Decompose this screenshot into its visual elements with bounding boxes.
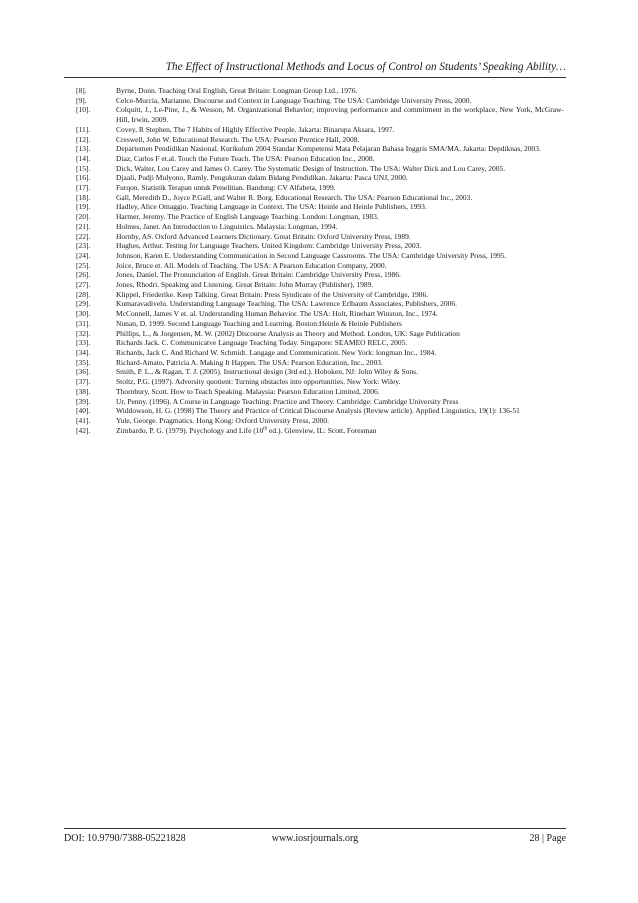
reference-number: [39].: [76, 396, 91, 406]
reference-text: Widdowson, H. G. (1998) The Theory and Practice of Critical Discourse Analysis (Review article). Applied Linguistics, 19(1): 136-51: [116, 406, 520, 416]
reference-item: [76, 202, 564, 212]
reference-item: [76, 105, 564, 124]
reference-number: [37].: [76, 377, 91, 387]
reference-number: [29].: [76, 299, 91, 309]
reference-text: Byrne, Donn. Teaching Oral English, Great Britain: Longman Group Ltd., 1976.: [116, 86, 358, 95]
reference-number: [16].: [76, 173, 91, 183]
reference-number: [34].: [76, 347, 91, 357]
reference-item: [76, 154, 564, 164]
reference-item: [76, 309, 564, 319]
reference-item: [76, 96, 564, 106]
reference-item: [76, 222, 564, 232]
reference-text: Djaali, Pudji Mulyono, Ramly. Pengukuran dalam Bidang Pendidikan. Jakarta: Pasca UNJ, 2000.: [116, 173, 408, 183]
reference-number: [22].: [76, 231, 91, 241]
reference-text: Dick, Walter, Lou Carey and James O. Carey. The Systematic Design of Instruction. The USA: Walter Dick and Lou Carey, 2005.: [116, 163, 506, 173]
reference-text: Joice, Bruce et. All. Models of Teaching. The USA: A Pearson Education Company, 2000.: [116, 260, 387, 270]
reference-number: [33].: [76, 338, 91, 348]
reference-item: [76, 193, 564, 203]
reference-text: Smith, P. L., & Ragan, T. J. (2005). Instructional design (3rd ed.). Hoboken, NJ: John Wiley & Sons.: [116, 367, 418, 377]
reference-number: [26].: [76, 270, 91, 280]
reference-item: [76, 144, 564, 154]
footer-divider: [64, 828, 566, 829]
reference-number: [18].: [76, 192, 91, 202]
reference-number: [20].: [76, 212, 91, 222]
reference-number: [9].: [76, 95, 87, 105]
reference-item: [76, 290, 564, 300]
reference-number: [35].: [76, 357, 91, 367]
reference-item: [76, 416, 564, 426]
reference-text: Holmes, Janet. An Introduction to Linguistics. Malaysia: Longman, 1994.: [116, 221, 338, 231]
reference-text: Richards, Jack C. And Richard W. Schmidt. Langage and Communication. New York: longman Inc., 1984.: [116, 347, 437, 357]
reference-text: Gall, Meredith D., Joyce P.Gall, and Walter R. Borg. Educational Research. The USA: Pearson Educational Inc., 2003.: [116, 192, 473, 202]
reference-number: [17].: [76, 183, 91, 193]
reference-item: [76, 232, 564, 242]
reference-number: [23].: [76, 241, 91, 251]
reference-item: [76, 212, 564, 222]
reference-text: Kumaravadivelu. Understanding Language Teaching. The USA: Lawrence Erlbaum Associates, Publishers, 2006.: [116, 299, 457, 309]
reference-text: Klippel, Friederike. Keep Talking. Great Britain: Press Syndicate of the University of Cambridge, 1986.: [116, 289, 429, 299]
reference-item: [76, 367, 564, 377]
reference-item: [76, 173, 564, 183]
reference-number: [10].: [76, 105, 91, 115]
reference-text: Colquitt, J., Le-Pine, J., & Wesson, M. Organizational Behavior; improving performance and commitment in the workplace, New York, McGraw-Hill, Irwin, 2009.: [116, 105, 564, 125]
reference-number: [36].: [76, 367, 91, 377]
superscript: th: [263, 426, 268, 432]
header-divider: [64, 77, 566, 78]
reference-item: [76, 406, 564, 416]
reference-number: [27].: [76, 280, 91, 290]
reference-item: [76, 329, 564, 339]
reference-item: [76, 125, 564, 135]
doi-text: DOI: 10.9790/7388-05221828: [64, 833, 186, 844]
reference-number: [42].: [76, 425, 91, 435]
reference-text: Yule, George. Pragmatics. Hong Kong: Oxford University Press, 2000.: [116, 415, 329, 425]
reference-text: Nunan, D. 1999. Second Language Teaching and Learning. Boston:Heinle & Heinle Publishers: [116, 318, 402, 328]
reference-item: [76, 86, 564, 96]
reference-number: [19].: [76, 202, 91, 212]
reference-number: [8].: [76, 86, 87, 95]
reference-text: Johnson, Karen E. Understanding Communication in Second Language Cassrooms. The USA: Cambridge University Press, 1995.: [116, 250, 507, 260]
reference-number: [41].: [76, 415, 91, 425]
reference-item: [76, 164, 564, 174]
reference-text-part: ed.). Glenview, IL: Scott, Foresman: [267, 425, 377, 435]
reference-number: [40].: [76, 406, 91, 416]
reference-text: Richards Jack. C. Communicatve Language Teaching Today. Singapore: SEAMEO RELC, 2005.: [116, 338, 408, 348]
reference-item: [76, 319, 564, 329]
reference-item: [76, 387, 564, 397]
reference-number: [31].: [76, 318, 91, 328]
reference-item: [76, 377, 564, 387]
reference-text: Departemen Pendidikan Nasional. Kurikulum 2004 Standar Kompetensi Mata Pelajaran Bahasa Inggris SMA/MA. Jakarta: Depdiknas, 2003.: [116, 144, 541, 154]
reference-number: [28].: [76, 289, 91, 299]
reference-text: Covey, R Stephen, The 7 Habits of Highly Effective People. Jakarta: Binarupa Aksara, 1997.: [116, 124, 395, 134]
reference-item-42: [76, 426, 564, 436]
reference-text: Furqon. Statistik Terapan untuk Penelitian. Bandung: CV Alfabeta, 1999.: [116, 183, 336, 193]
reference-number: [11].: [76, 124, 91, 134]
reference-list: [76, 86, 564, 435]
reference-number: [30].: [76, 309, 91, 319]
reference-item: [76, 183, 564, 193]
reference-number: [38].: [76, 386, 91, 396]
reference-text: Celce-Murcia, Marianne. Discourse and Context in Language Teaching. The USA: Cambridge University Press, 2000.: [116, 95, 472, 105]
reference-text: Harmer, Jeremy. The Practice of English Language Teaching. London: Longman, 1983.: [116, 212, 379, 222]
reference-text: Jones, Rhodri. Speaking and Listening. Great Britain: John Murray (Publisher), 1989.: [116, 280, 374, 290]
reference-item: [76, 280, 564, 290]
reference-number: [24].: [76, 250, 91, 260]
reference-number: [13].: [76, 144, 91, 154]
reference-item: [76, 348, 564, 358]
reference-item: [76, 397, 564, 407]
reference-text: Hadley, Alice Omaggio. Teaching Language in Context. The USA: Heinle and Heinle Publishers, 1993.: [116, 202, 427, 212]
reference-text: Jones, Daniel. The Pronunciation of English. Great Britain: Cambridge University Press, 1986.: [116, 270, 401, 280]
reference-text: Thornbury, Scott. How to Teach Speaking. Malaysia: Pearson Education Limited, 2006.: [116, 386, 380, 396]
reference-item: [76, 261, 564, 271]
reference-text: Hornby, AS. Oxford Advanced Learners Dictionary. Great Britain: Oxford University Press, 1989.: [116, 231, 411, 241]
reference-item: [76, 135, 564, 145]
page-number: 28 | Page: [529, 833, 566, 844]
reference-number: [12].: [76, 134, 91, 144]
reference-text-part: Zimbardo, P. G. (1979). Psychology and Life (10: [116, 425, 264, 435]
reference-text: [116, 426, 564, 436]
reference-number: [21].: [76, 221, 91, 231]
reference-item: [76, 338, 564, 348]
reference-text: Richard-Amato, Patricia A. Making It Happen. The USA: Pearson Education, Inc., 2003.: [116, 357, 383, 367]
reference-number: [15].: [76, 163, 91, 173]
reference-text: Ur, Penny. (1996). A Course in Language Teaching: Practice and Theory. Cambridge: Cambridge University Press: [116, 396, 459, 406]
reference-item: [76, 299, 564, 309]
running-header: The Effect of Instructional Methods and Locus of Control on Students’ Speaking Ability…: [165, 61, 566, 73]
reference-item: [76, 251, 564, 261]
journal-link[interactable]: www.iosrjournals.org: [271, 833, 359, 844]
reference-item: [76, 241, 564, 251]
reference-item: [76, 270, 564, 280]
reference-number: [14].: [76, 153, 91, 163]
reference-number: [25].: [76, 260, 91, 270]
reference-text: Hughes, Arthur. Testing for Language Teachers. United Kingdom: Cambridge University Press, 2003.: [116, 241, 422, 251]
reference-text: Stoltz, P.G. (1997). Adversity quotient: Turning obstacles into opportunities. New York: Wiley.: [116, 377, 401, 387]
reference-text: Phillips, L., & Jorgensen, M. W. (2002) Discourse Analysis as Theory and Method. London, UK: Sage Publication: [116, 328, 460, 338]
reference-number: [32].: [76, 328, 91, 338]
reference-item: [76, 358, 564, 368]
reference-text: Creswell, John W. Educational Research. The USA: Pearson Prentice Hall, 2008.: [116, 134, 360, 144]
reference-text: McConnell, James V et. al. Understanding Human Behavior. The USA: Holt, Rinehart Winston, Inc., 1974.: [116, 309, 438, 319]
reference-text: Diaz, Carlos F et.al. Touch the Future Teach. The USA: Pearson Education Inc., 2008.: [116, 153, 375, 163]
